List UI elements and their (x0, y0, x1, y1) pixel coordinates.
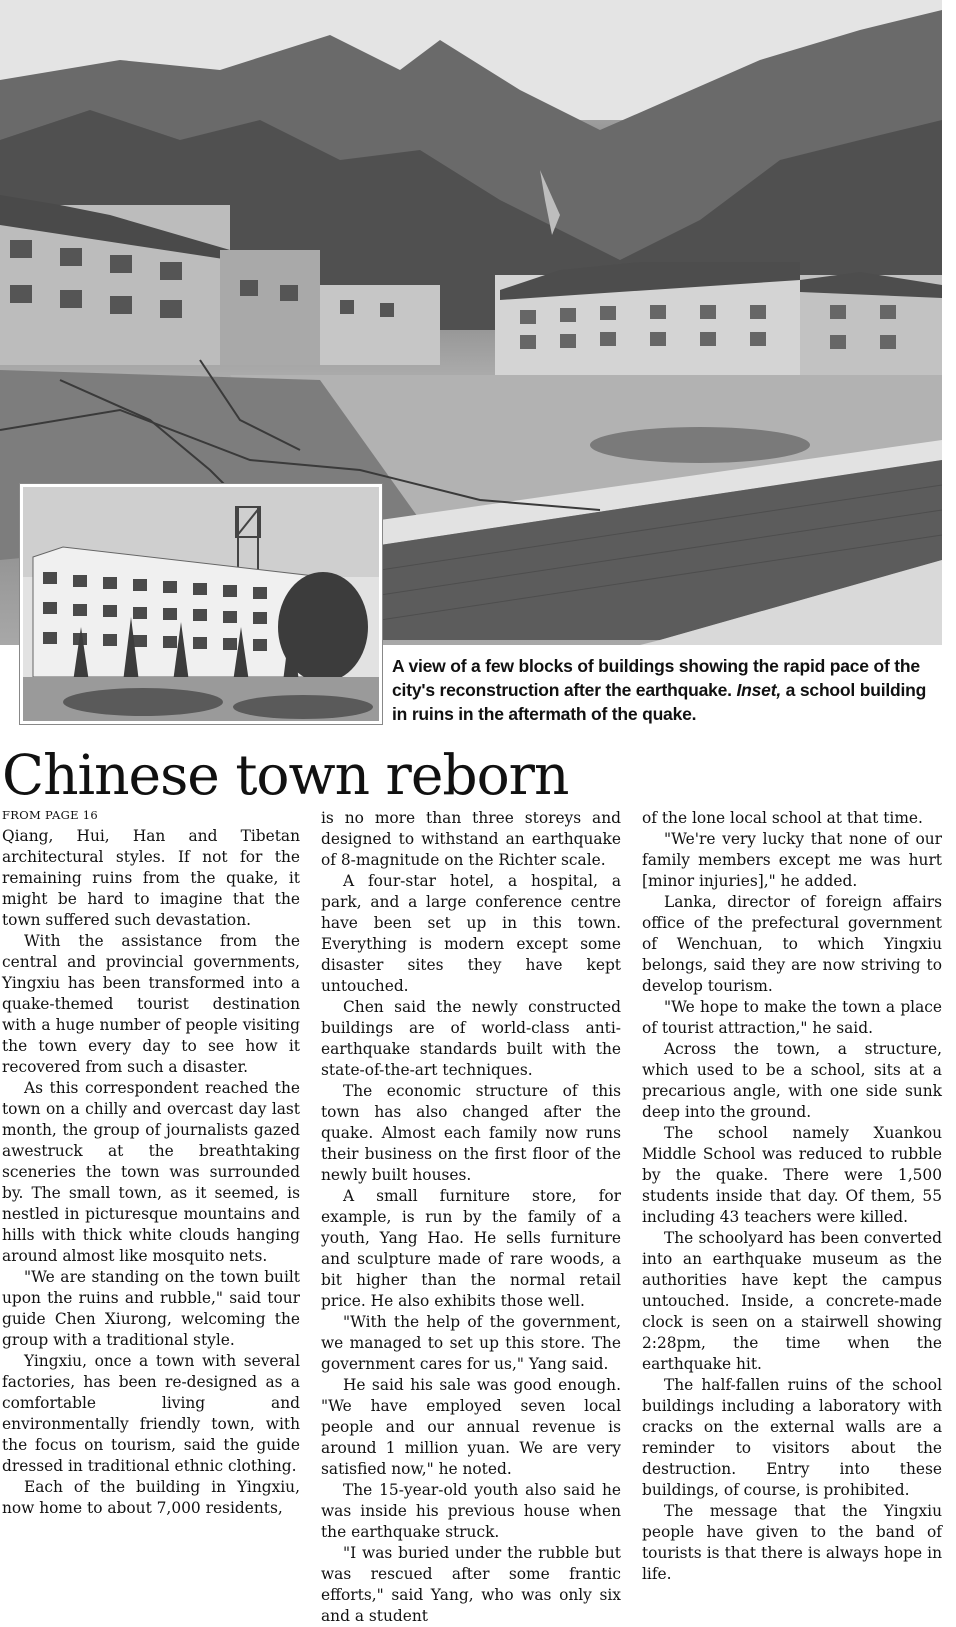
paragraph: "We are standing on the town built upon the ruins and rubble," said tour guide Chen Xiurong, welcoming the group with a traditional style. (2, 1268, 300, 1349)
paragraph: The half-fallen ruins of the school buildings including a laboratory with cracks on the external walls are a reminder to visitors about the destruction. Entry into these buildings, of course, is prohibited. (642, 1376, 942, 1499)
paragraph: The message that the Yingxiu people have given to the band of tourists is that there is always hope in life. (642, 1502, 942, 1583)
caption-text-inset: a school building in ruins in the aftermath of the quake. (392, 680, 927, 724)
paragraph: "With the help of the government, we managed to set up this store. The government cares for us," Yang said. (321, 1313, 621, 1373)
paragraph: With the assistance from the central and provincial governments, Yingxiu has been transformed into a quake-themed tourist destination with a huge number of people visiting the town every day to see how it recovered from such a disaster. (2, 932, 300, 1076)
article-column-3 (642, 808, 942, 1585)
paragraph: Yingxiu, once a town with several factories, has been re-designed as a comfortable living and environmentally friendly town, with the focus on tourism, said the guide dressed in traditional ethnic clothing. (2, 1352, 300, 1475)
paragraph: Qiang, Hui, Han and Tibetan architectural styles. If not for the remaining ruins from the quake, it might be hard to imagine that the town suffered such devastation. (2, 827, 300, 929)
continued-from-label: FROM PAGE 16 (2, 808, 98, 822)
paragraph: The economic structure of this town has also changed after the quake. Almost each family now runs their business on the first floor of the newly built houses. (321, 1082, 621, 1184)
paragraph: A four-star hotel, a hospital, a park, and a large conference centre have been set up in this town. Everything is modern except some disaster sites they have kept untouched. (321, 872, 621, 995)
paragraph: The schoolyard has been converted into an earthquake museum as the authorities have kept the campus untouched. Inside, a concrete-made clock is seen on a stairwell showing 2:28pm, the time when the earthquake hit. (642, 1229, 942, 1373)
paragraph: of the lone local school at that time. (642, 809, 923, 827)
paragraph: The school namely Xuankou Middle School was reduced to rubble by the quake. There were 1,500 students inside that day. Of them, 55 including 43 teachers were killed. (642, 1124, 942, 1226)
paragraph: As this correspondent reached the town on a chilly and overcast day last month, the group of journalists gazed awestruck at the breathtaking sceneries the town was surrounded by. The small town, as it seemed, is nestled in picturesque mountains and hills with thick white clouds hanging around almost like mosquito nets. (2, 1079, 300, 1265)
paragraph: The 15-year-old youth also said he was inside his previous house when the earthquake struck. (321, 1481, 621, 1541)
school-ruins-photo (23, 487, 379, 721)
paragraph: "We hope to make the town a place of tourist attraction," he said. (642, 998, 942, 1037)
inset-photo (20, 484, 382, 724)
paragraph: "I was buried under the rubble but was rescued after some frantic efforts," said Yang, who was only six and a student (321, 1544, 621, 1625)
paragraph: is no more than three storeys and designed to withstand an earthquake of 8-magnitude on the Richter scale. (321, 809, 621, 869)
paragraph: A small furniture store, for example, is run by the family of a youth, Yang Hao. He sells furniture and sculpture made of rare woods, a bit higher than the normal retail price. He also exhibits those well. (321, 1187, 621, 1310)
article-column-2 (321, 808, 621, 1627)
paragraph: He said his sale was good enough. "We have employed seven local people and our annual revenue is around 1 million yuan. We are very satisfied now," he noted. (321, 1376, 621, 1478)
caption-text-main: A view of a few blocks of buildings showing the rapid pace of the city's reconstruction after the earthquake. (392, 656, 920, 700)
caption-inset-label: Inset, (736, 680, 782, 700)
paragraph: Chen said the newly constructed buildings are of world-class anti-earthquake standards built with the state-of-the-art techniques. (321, 998, 621, 1079)
photo-caption (392, 654, 944, 726)
paragraph: Lanka, director of foreign affairs office of the prefectural government of Wenchuan, to which Yingxiu belongs, said they are now striving to develop tourism. (642, 893, 942, 995)
paragraph: Across the town, a structure, which used to be a school, sits at a precarious angle, with one side sunk deep into the ground. (642, 1040, 942, 1121)
paragraph: "We're very lucky that none of our family members except me was hurt [minor injuries]," he added. (642, 830, 942, 890)
article-headline: Chinese town reborn (2, 743, 569, 807)
article-column-1 (2, 826, 300, 1519)
paragraph: Each of the building in Yingxiu, now home to about 7,000 residents, (2, 1478, 300, 1517)
